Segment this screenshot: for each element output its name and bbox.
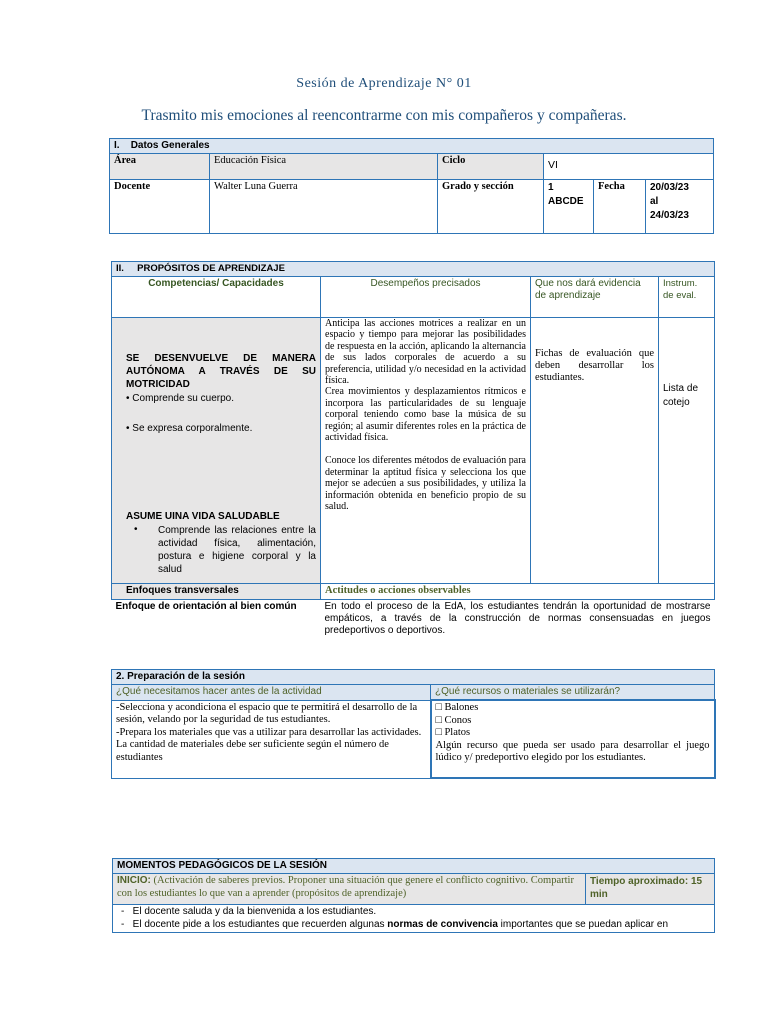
ciclo-value: VI [544, 154, 714, 180]
instrumento-cell: Lista de cotejo [659, 318, 715, 584]
propositos-header: II. PROPÓSITOS DE APRENDIZAJE [112, 262, 715, 277]
grado-value: 1 ABCDE [544, 180, 594, 234]
recurso-item: □ Conos [435, 714, 472, 726]
preparacion-table [111, 669, 716, 779]
datos-generales-table [109, 138, 714, 234]
inicio-actividades [113, 905, 715, 933]
capacidad-1: • Comprende su cuerpo. [126, 393, 235, 404]
page-title: Sesión de Aprendizaje N° 01 [296, 76, 472, 91]
ciclo-label: Ciclo [438, 154, 544, 180]
area-value: Educación Física [210, 154, 438, 180]
col-antes: ¿Qué necesitamos hacer antes de la actividad [112, 685, 431, 701]
momentos-header: MOMENTOS PEDAGÓGICOS DE LA SESIÓN [113, 859, 715, 874]
capacidad-2: • Se expresa corporalmente. [126, 423, 253, 434]
antes-cell: -Selecciona y acondiciona el espacio que te permitirá el desarrollo de la sesión, velando por la seguridad de tus estudiantes. -Prepara los materiales que vas a utilizar para desarrollar las actividades. La cantidad de materiales debe ser suficiente según el número de estudiantes [112, 700, 431, 778]
propositos-table [111, 261, 715, 640]
grado-label: Grado y sección [438, 180, 544, 234]
desempenos-cell [321, 318, 531, 584]
momentos-table [112, 858, 715, 933]
list-item: - El docente pide a los estudiantes que recuerden algunas normas de convivencia importantes que se puedan aplicar en [121, 918, 669, 930]
capacidad-3: • Comprende las relaciones entre la actividad física, alimentación, postura e higiene corporal y la salud [134, 524, 316, 575]
inicio-cell: INICIO: (Activación de saberes previos. Proponer una situación que genere el conflicto cognitivo. Compartir con los estudiantes lo que van a aprender (propósitos de aprendizaje) [113, 874, 586, 905]
competencias-cell [112, 318, 321, 584]
competencia-1-title: SE DESENVUELVE DE MANERA AUTÓNOMA A TRAVÉS DE SU MOTRICIDAD [126, 353, 316, 390]
col-evidencia: Que nos dará evidencia de aprendizaje [531, 277, 659, 318]
enfoque-text: En todo el proceso de la EdA, los estudiantes tendrán la oportunidad de mostrarse empáticos, a través de la construcción de normas consensuadas en juegos predeportivos o deportivos. [321, 600, 715, 640]
page-subtitle: Trasmito mis emociones al reencontrarme con mis compañeros y compañeras. [141, 107, 627, 124]
recurso-item: □ Balones [435, 702, 479, 713]
area-label: Área [110, 154, 210, 180]
evidencia-cell: Fichas de evaluación que deben desarrollar los estudiantes. [531, 318, 659, 584]
fecha-label: Fecha [594, 180, 646, 234]
col-recursos: ¿Qué recursos o materiales se utilizarán? [431, 685, 715, 701]
preparacion-header: 2. Preparación de la sesión [112, 670, 715, 685]
fecha-value: 20/03/23 al 24/03/23 [646, 180, 714, 234]
docente-label: Docente [110, 180, 210, 234]
col-desempenos: Desempeños precisados [321, 277, 531, 318]
desempeno-2: Crea movimientos y desplazamientos rítmicos e incorpora las particularidades de su lenguaje corporal teniendo como base la música de su región; al asumir diferentes roles en la práctica de actividad física. [325, 386, 526, 444]
enfoques-label: Enfoques transversales [112, 584, 321, 600]
desempeno-3: Conoce los diferentes métodos de evaluación para determinar la aptitud física y selecciona los que mejor se adecúen a sus posibilidades, y utiliza la información obtenida en beneficio propio de su salud. [325, 455, 526, 513]
recurso-item: □ Platos [435, 727, 471, 739]
list-item: - El docente saluda y da la bienvenida a los estudiantes. [121, 906, 377, 917]
col-instrum: Instrum. de eval. [659, 277, 715, 318]
competencia-2-title: ASUME UINA VIDA SALUDABLE [126, 511, 280, 522]
col-competencias: Competencias/ Capacidades [112, 277, 321, 318]
enfoque-name: Enfoque de orientación al bien común [112, 600, 321, 640]
datos-generales-header: I. Datos Generales [110, 139, 714, 154]
docente-value: Walter Luna Guerra [210, 180, 438, 234]
recursos-cell: □ Balones □ Conos □ Platos Algún recurso que pueda ser usado para desarrollar el juego lúdico y/ predeportivo elegido por los estudiantes. [431, 700, 715, 778]
desempeno-1: Anticipa las acciones motrices a realizar en un espacio y tiempo para mejorar las posibilidades de respuesta en la acción, aplicando la alternancia de sus lados corporales de acuerdo a su preferencia, utilidad y/o necesidad en la actividad física. [325, 318, 526, 387]
actitudes-label: Actitudes o acciones observables [321, 584, 715, 600]
tiempo-cell: Tiempo aproximado: 15 min [586, 874, 715, 905]
